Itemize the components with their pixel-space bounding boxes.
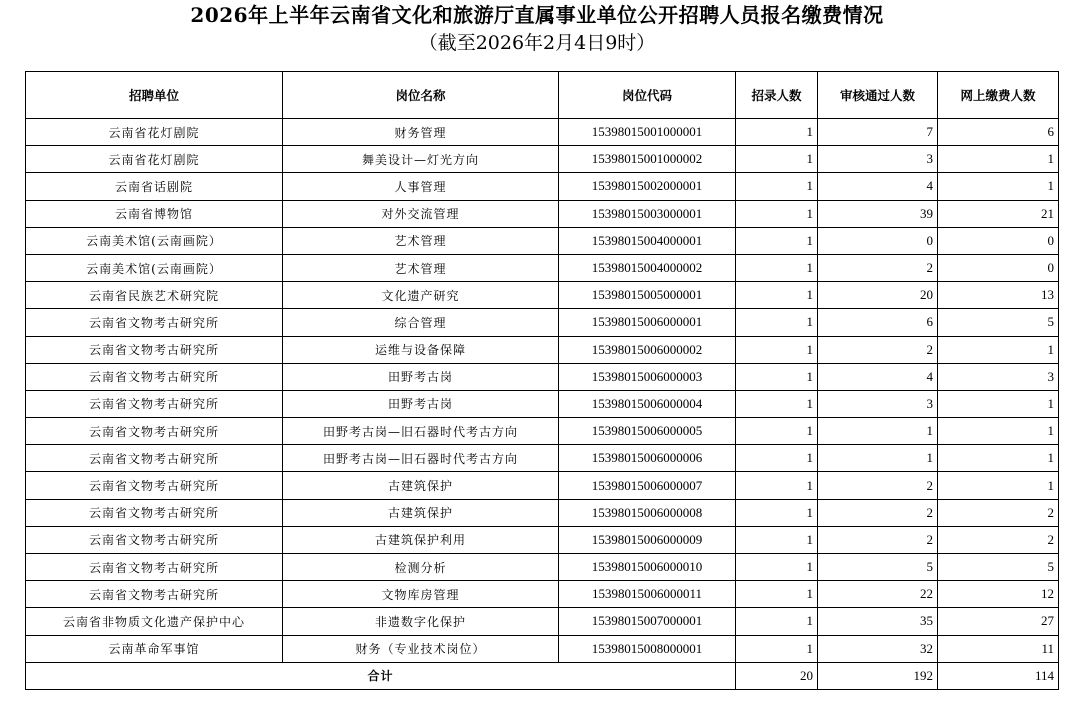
cell-hires: 1 xyxy=(736,445,818,472)
cell-unit: 云南省文物考古研究所 xyxy=(26,472,283,499)
cell-code: 15398015002000001 xyxy=(559,173,736,200)
cell-paid: 11 xyxy=(938,635,1059,662)
cell-position: 舞美设计—灯光方向 xyxy=(283,146,559,173)
col-header-paid: 网上缴费人数 xyxy=(938,72,1059,119)
cell-position: 田野考古岗 xyxy=(283,363,559,390)
cell-hires: 1 xyxy=(736,418,818,445)
cell-position: 古建筑保护利用 xyxy=(283,526,559,553)
cell-approved: 2 xyxy=(818,499,938,526)
page-subtitle: （截至2026年2月4日9时） xyxy=(418,32,656,54)
cell-position: 对外交流管理 xyxy=(283,200,559,227)
cell-approved: 22 xyxy=(818,581,938,608)
cell-unit: 云南省民族艺术研究院 xyxy=(26,282,283,309)
cell-code: 15398015006000011 xyxy=(559,581,736,608)
cell-position: 检测分析 xyxy=(283,554,559,581)
cell-position: 古建筑保护 xyxy=(283,499,559,526)
cell-hires: 1 xyxy=(736,608,818,635)
total-row xyxy=(26,662,1059,689)
cell-unit: 云南省花灯剧院 xyxy=(26,119,283,146)
cell-paid: 2 xyxy=(938,499,1059,526)
cell-paid: 27 xyxy=(938,608,1059,635)
cell-approved: 2 xyxy=(818,254,938,281)
cell-approved: 1 xyxy=(818,418,938,445)
cell-code: 15398015006000004 xyxy=(559,390,736,417)
cell-hires: 1 xyxy=(736,499,818,526)
cell-hires: 1 xyxy=(736,581,818,608)
table-row xyxy=(26,200,1059,227)
cell-paid: 0 xyxy=(938,227,1059,254)
cell-position: 田野考古岗—旧石器时代考古方向 xyxy=(283,418,559,445)
cell-hires: 1 xyxy=(736,336,818,363)
cell-approved: 5 xyxy=(818,554,938,581)
cell-unit: 云南省文物考古研究所 xyxy=(26,336,283,363)
cell-approved: 20 xyxy=(818,282,938,309)
cell-position: 艺术管理 xyxy=(283,254,559,281)
cell-code: 15398015006000003 xyxy=(559,363,736,390)
cell-position: 人事管理 xyxy=(283,173,559,200)
table-row xyxy=(26,254,1059,281)
cell-code: 15398015006000008 xyxy=(559,499,736,526)
cell-hires: 1 xyxy=(736,472,818,499)
cell-code: 15398015006000007 xyxy=(559,472,736,499)
cell-approved: 32 xyxy=(818,635,938,662)
cell-unit: 云南美术馆(云南画院） xyxy=(26,227,283,254)
table-row xyxy=(26,390,1059,417)
cell-position: 文化遗产研究 xyxy=(283,282,559,309)
col-header-hires: 招录人数 xyxy=(736,72,818,119)
table-row xyxy=(26,418,1059,445)
table-row xyxy=(26,499,1059,526)
cell-position: 运维与设备保障 xyxy=(283,336,559,363)
table-row xyxy=(26,146,1059,173)
cell-paid: 1 xyxy=(938,418,1059,445)
cell-approved: 3 xyxy=(818,390,938,417)
cell-paid: 1 xyxy=(938,445,1059,472)
cell-code: 15398015004000001 xyxy=(559,227,736,254)
cell-approved: 1 xyxy=(818,445,938,472)
cell-unit: 云南省文物考古研究所 xyxy=(26,390,283,417)
cell-unit: 云南省文物考古研究所 xyxy=(26,526,283,553)
cell-code: 15398015006000009 xyxy=(559,526,736,553)
table-row xyxy=(26,635,1059,662)
cell-paid: 1 xyxy=(938,173,1059,200)
cell-paid: 1 xyxy=(938,336,1059,363)
cell-code: 15398015007000001 xyxy=(559,608,736,635)
cell-position: 财务管理 xyxy=(283,119,559,146)
cell-hires: 1 xyxy=(736,554,818,581)
cell-unit: 云南美术馆(云南画院） xyxy=(26,254,283,281)
cell-unit: 云南省文物考古研究所 xyxy=(26,309,283,336)
cell-position: 财务（专业技术岗位） xyxy=(283,635,559,662)
cell-paid: 2 xyxy=(938,526,1059,553)
table-body xyxy=(26,119,1059,663)
total-approved: 192 xyxy=(818,662,938,689)
cell-position: 田野考古岗 xyxy=(283,390,559,417)
table-row xyxy=(26,581,1059,608)
cell-hires: 1 xyxy=(736,200,818,227)
cell-hires: 1 xyxy=(736,173,818,200)
cell-code: 15398015006000010 xyxy=(559,554,736,581)
cell-paid: 5 xyxy=(938,309,1059,336)
cell-approved: 35 xyxy=(818,608,938,635)
cell-unit: 云南省文物考古研究所 xyxy=(26,499,283,526)
table-row xyxy=(26,608,1059,635)
table-row xyxy=(26,526,1059,553)
cell-approved: 2 xyxy=(818,336,938,363)
cell-paid: 1 xyxy=(938,146,1059,173)
cell-paid: 6 xyxy=(938,119,1059,146)
cell-unit: 云南省非物质文化遗产保护中心 xyxy=(26,608,283,635)
cell-approved: 7 xyxy=(818,119,938,146)
cell-position: 文物库房管理 xyxy=(283,581,559,608)
header-row xyxy=(26,72,1059,119)
col-header-approved: 审核通过人数 xyxy=(818,72,938,119)
total-label: 合计 xyxy=(26,662,736,689)
cell-paid: 21 xyxy=(938,200,1059,227)
cell-hires: 1 xyxy=(736,390,818,417)
table-row xyxy=(26,119,1059,146)
cell-hires: 1 xyxy=(736,282,818,309)
cell-hires: 1 xyxy=(736,635,818,662)
table-row xyxy=(26,173,1059,200)
cell-hires: 1 xyxy=(736,309,818,336)
table-row xyxy=(26,227,1059,254)
cell-position: 田野考古岗—旧石器时代考古方向 xyxy=(283,445,559,472)
cell-unit: 云南省文物考古研究所 xyxy=(26,418,283,445)
col-header-unit: 招聘单位 xyxy=(26,72,283,119)
cell-position: 非遗数字化保护 xyxy=(283,608,559,635)
cell-code: 15398015003000001 xyxy=(559,200,736,227)
table-row xyxy=(26,363,1059,390)
cell-code: 15398015001000002 xyxy=(559,146,736,173)
cell-paid: 3 xyxy=(938,363,1059,390)
cell-approved: 2 xyxy=(818,526,938,553)
cell-paid: 1 xyxy=(938,390,1059,417)
table-row xyxy=(26,445,1059,472)
table-row xyxy=(26,554,1059,581)
cell-hires: 1 xyxy=(736,254,818,281)
table-row xyxy=(26,336,1059,363)
col-header-code: 岗位代码 xyxy=(559,72,736,119)
cell-unit: 云南省文物考古研究所 xyxy=(26,445,283,472)
cell-code: 15398015006000002 xyxy=(559,336,736,363)
cell-code: 15398015008000001 xyxy=(559,635,736,662)
cell-approved: 2 xyxy=(818,472,938,499)
cell-code: 15398015006000006 xyxy=(559,445,736,472)
cell-position: 古建筑保护 xyxy=(283,472,559,499)
cell-hires: 1 xyxy=(736,227,818,254)
cell-hires: 1 xyxy=(736,526,818,553)
cell-paid: 5 xyxy=(938,554,1059,581)
col-header-position: 岗位名称 xyxy=(283,72,559,119)
cell-unit: 云南省文物考古研究所 xyxy=(26,363,283,390)
cell-position: 综合管理 xyxy=(283,309,559,336)
cell-unit: 云南省话剧院 xyxy=(26,173,283,200)
cell-position: 艺术管理 xyxy=(283,227,559,254)
cell-paid: 0 xyxy=(938,254,1059,281)
cell-hires: 1 xyxy=(736,363,818,390)
cell-unit: 云南革命军事馆 xyxy=(26,635,283,662)
table-row xyxy=(26,282,1059,309)
cell-unit: 云南省博物馆 xyxy=(26,200,283,227)
cell-unit: 云南省文物考古研究所 xyxy=(26,554,283,581)
cell-approved: 39 xyxy=(818,200,938,227)
cell-paid: 1 xyxy=(938,472,1059,499)
table-row xyxy=(26,472,1059,499)
cell-unit: 云南省文物考古研究所 xyxy=(26,581,283,608)
cell-approved: 4 xyxy=(818,173,938,200)
cell-hires: 1 xyxy=(736,146,818,173)
registration-table xyxy=(25,71,1059,690)
cell-code: 15398015006000001 xyxy=(559,309,736,336)
cell-approved: 0 xyxy=(818,227,938,254)
cell-paid: 12 xyxy=(938,581,1059,608)
cell-approved: 6 xyxy=(818,309,938,336)
total-hires: 20 xyxy=(736,662,818,689)
cell-unit: 云南省花灯剧院 xyxy=(26,146,283,173)
cell-code: 15398015004000002 xyxy=(559,254,736,281)
table-row xyxy=(26,309,1059,336)
cell-approved: 4 xyxy=(818,363,938,390)
cell-code: 15398015006000005 xyxy=(559,418,736,445)
total-paid: 114 xyxy=(938,662,1059,689)
cell-code: 15398015001000001 xyxy=(559,119,736,146)
page-title: 2026年上半年云南省文化和旅游厅直属事业单位公开招聘人员报名缴费情况 xyxy=(190,3,884,27)
cell-approved: 3 xyxy=(818,146,938,173)
cell-paid: 13 xyxy=(938,282,1059,309)
cell-code: 15398015005000001 xyxy=(559,282,736,309)
cell-hires: 1 xyxy=(736,119,818,146)
